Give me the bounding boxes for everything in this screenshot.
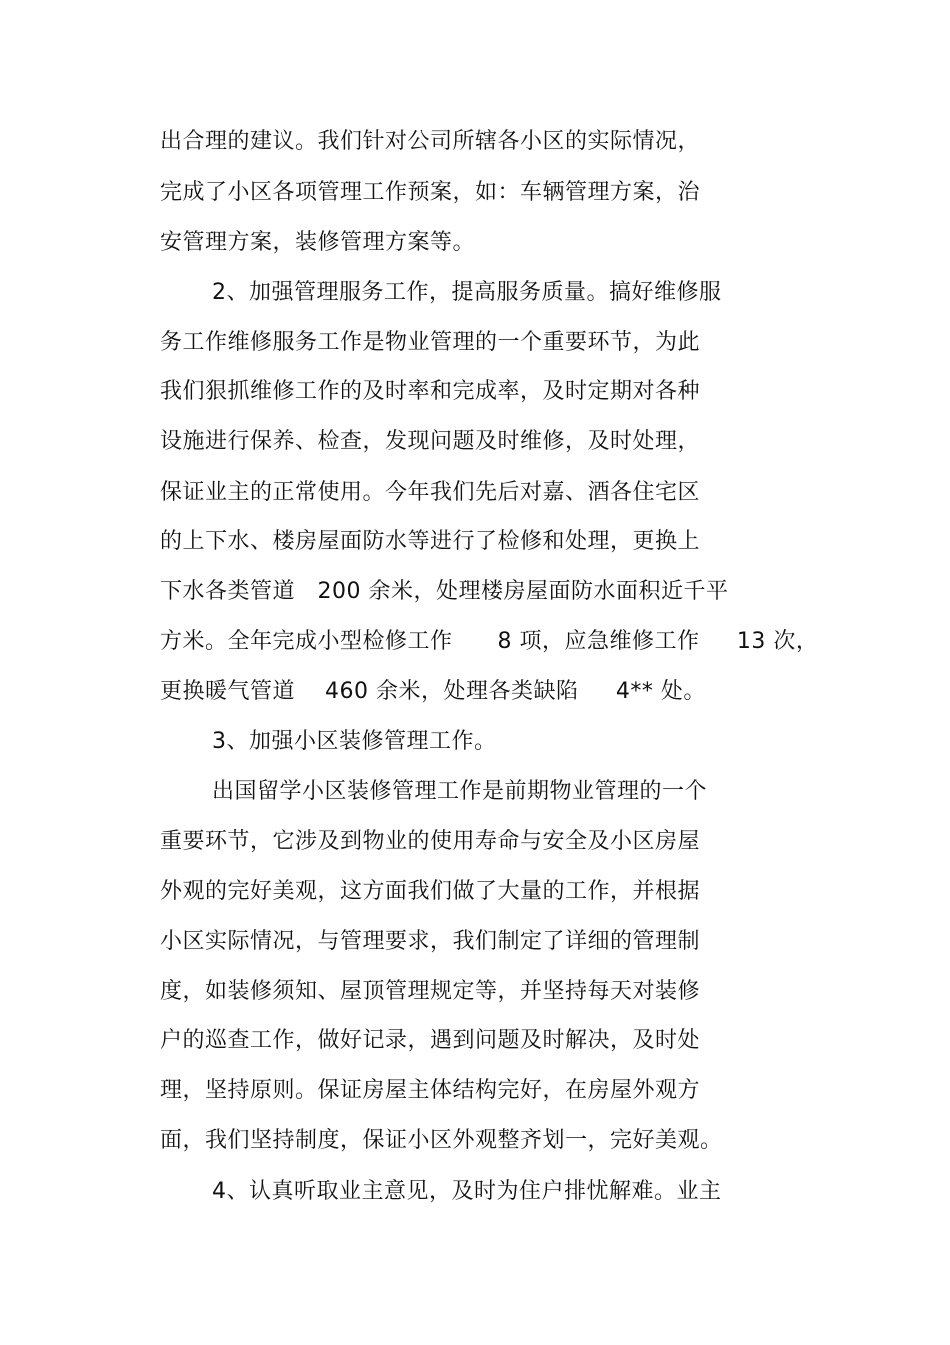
text-line: 外观的完好美观，这方面我们做了大量的工作，并根据 <box>160 879 701 904</box>
text-line: 务工作维修服务工作是物业管理的一个重要环节，为此 <box>160 330 701 355</box>
paragraph-start: 出国留学小区装修管理工作是前期物业管理的一个 <box>212 779 708 804</box>
text-line: 面，我们坚持制度，保证小区外观整齐划一，完好美观。 <box>160 1128 723 1153</box>
section-heading-4: 4、认真听取业主意见，及时为住户排忧解难。业主 <box>212 1179 722 1204</box>
text-line: 方米。全年完成小型检修工作 8 项，应急维修工作 13 次， <box>160 629 819 654</box>
text-line: 理，坚持原则。保证房屋主体结构完好，在房屋外观方 <box>160 1078 701 1103</box>
text-line: 设施进行保养、检查，发现问题及时维修，及时处理， <box>160 429 701 454</box>
text-line: 保证业主的正常使用。今年我们先后对嘉、酒各住宅区 <box>160 480 701 505</box>
text-line: 出合理的建议。我们针对公司所辖各小区的实际情况， <box>160 129 701 154</box>
text-line: 的上下水、楼房屋面防水等进行了检修和处理，更换上 <box>160 529 701 554</box>
section-heading-3: 3、加强小区装修管理工作。 <box>212 729 497 754</box>
text-line: 重要环节，它涉及到物业的使用寿命与安全及小区房屋 <box>160 829 701 854</box>
text-line: 完成了小区各项管理工作预案，如：车辆管理方案，治 <box>160 180 701 205</box>
text-line: 我们狠抓维修工作的及时率和完成率，及时定期对各种 <box>160 379 701 404</box>
text-line: 更换暖气管道 460 余米，处理各类缺陷 4** 处。 <box>160 679 706 704</box>
text-line: 户的巡查工作，做好记录，遇到问题及时解决，及时处 <box>160 1028 701 1053</box>
text-line: 安管理方案，装修管理方案等。 <box>160 230 476 255</box>
section-heading-2: 2、加强管理服务工作，提高服务质量。搞好维修服 <box>212 280 722 305</box>
text-line: 小区实际情况，与管理要求，我们制定了详细的管理制 <box>160 929 701 954</box>
text-line: 下水各类管道 200 余米，处理楼房屋面防水面积近千平 <box>160 579 729 604</box>
text-line: 度，如装修须知、屋顶管理规定等，并坚持每天对装修 <box>160 979 701 1004</box>
